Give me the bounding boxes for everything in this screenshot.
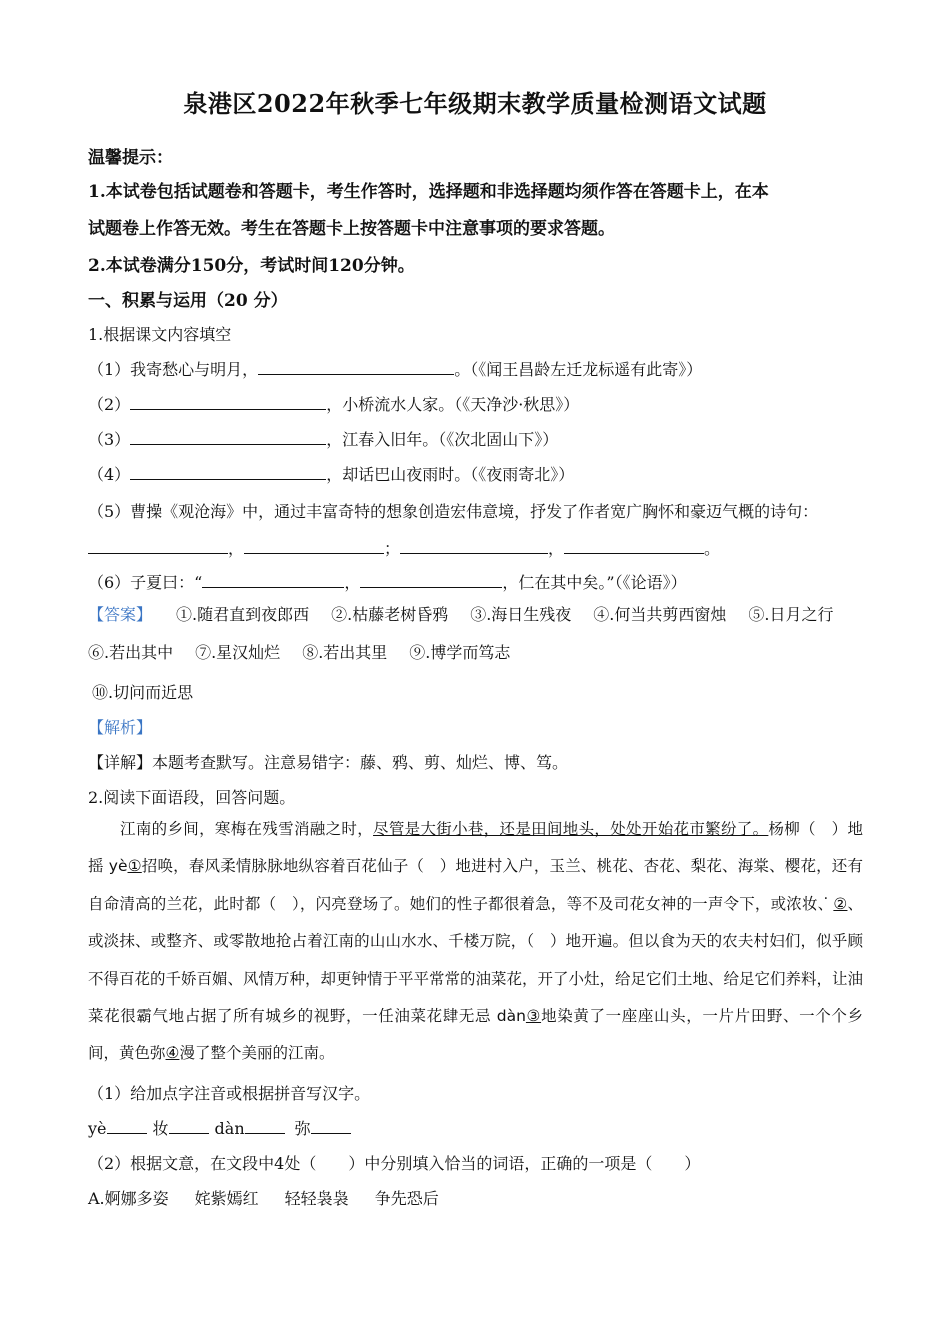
section-heading: 一、积累与运用（20 分） — [88, 291, 288, 311]
blank-dan[interactable] — [245, 1118, 285, 1134]
marker-2: ② — [833, 894, 848, 913]
answer-4: ④.何当共剪西窗烛 — [593, 605, 727, 624]
answer-blank-5[interactable] — [88, 538, 228, 554]
sep-1: ， — [228, 539, 245, 558]
tips-line-3: 2.本试卷满分150分，考试时间120分钟。 — [88, 256, 415, 276]
answer-1: ①.随君直到夜郎西 — [176, 605, 310, 624]
q1-item-2-post: ，小桥流水人家。（《天净沙·秋思》） — [326, 395, 580, 414]
page-title: 泉港区2022年秋季七年级期末教学质量检测语文试题 — [183, 89, 767, 118]
tips-heading: 温馨提示： — [88, 148, 173, 168]
q1-item-3-post: ，江春入旧年。（《次北固山下》） — [326, 430, 559, 449]
detail-text: 【详解】本题考查默写。注意易错字：藤、鸦、剪、灿烂、博、笃。 — [88, 753, 569, 772]
passage-part-c: 杨柳（ ）地摇 yè — [88, 820, 863, 876]
answer-5: ⑤.日月之行 — [748, 605, 834, 624]
option-a-word-2: 姹紫嫣红 — [194, 1189, 259, 1208]
option-a-word-3: 轻轻袅袅 — [284, 1189, 349, 1208]
passage-part-a: 江南的乡间，寒梅在残雪消融之时， — [120, 820, 374, 838]
answer-label: 【答案】 — [88, 605, 153, 624]
answer-8: ⑧.若出其里 — [302, 643, 388, 662]
q1-item-4-pre: （4） — [88, 465, 131, 484]
answer-blank-3[interactable] — [130, 429, 326, 445]
passage-part-d: 招唤，春风柔情脉脉地纵容着百花仙子（ ）地进村入户，玉兰、桃花、杏花、梨花、海棠、樱花，还有自命清高的兰花，此时都（ ），闪亮登场了。她们的性子都很着急，等不及司花女神的一声令下，或浓 — [88, 857, 863, 913]
answer-blank-9[interactable] — [202, 572, 344, 588]
answer-7: ⑦.星汉灿烂 — [195, 643, 281, 662]
q2-sub-1-blanks — [88, 1116, 351, 1139]
option-a-word-1: 婀娜多姿 — [104, 1189, 169, 1208]
q2-sub-2: （2）根据文意，在文段中4处（ ）中分别填入恰当的词语，正确的一项是（ ） — [88, 1154, 701, 1173]
q1-item-6-post: ，仁在其中矣。”（《论语》） — [502, 573, 687, 592]
sep-end: 。 — [704, 539, 721, 558]
answer-blank-7[interactable] — [400, 538, 548, 554]
blank-zhuang[interactable] — [169, 1118, 209, 1134]
q2-sub-1: （1）给加点字注音或根据拼音写汉字。 — [88, 1084, 371, 1103]
marker-1: ① — [127, 857, 142, 876]
q1-stem: 1.根据课文内容填空 — [88, 325, 232, 344]
q1-item-5: （5）曹操《观沧海》中，通过丰富奇特的想象创造宏伟意境，抒发了作者宽广胸怀和豪迈气概的诗句： — [88, 502, 819, 521]
q1-item-1 — [88, 357, 702, 380]
analysis-label: 【解析】 — [88, 718, 153, 737]
q1-item-6 — [88, 570, 687, 593]
answer-block — [88, 596, 868, 672]
passage-part-e: 、 — [817, 894, 834, 913]
answer-blank-10[interactable] — [360, 572, 502, 588]
answer-10: ⑩.切问而近思 — [92, 683, 194, 702]
blank-ye[interactable] — [107, 1118, 147, 1134]
q1-item-1-pre: （1）我寄愁心与明月， — [88, 360, 259, 379]
option-a-word-4: 争先恐后 — [374, 1189, 439, 1208]
sep-3: ， — [548, 539, 565, 558]
q1-item-6-pre: （6）子夏曰：“ — [88, 573, 203, 592]
answer-blank-4[interactable] — [130, 464, 326, 480]
blank-mi[interactable] — [311, 1118, 351, 1134]
answer-3: ③.海日生残夜 — [470, 605, 572, 624]
dotted-char-zhuang: · 妆 — [802, 895, 818, 913]
q2-stem: 2.阅读下面语段，回答问题。 — [88, 788, 296, 807]
sep-2: ； — [384, 539, 401, 558]
answer-blank-2[interactable] — [130, 394, 326, 410]
answer-6: ⑥.若出其中 — [88, 643, 174, 662]
q1-item-1-post: 。（《闻王昌龄左迁龙标遥有此寄》） — [454, 360, 703, 379]
label-mi: 弥 — [294, 1119, 311, 1138]
q1-item-2 — [88, 392, 579, 415]
q1-item-4 — [88, 462, 574, 485]
answer-blank-8[interactable] — [564, 538, 704, 554]
label-zhuang: 妆 — [152, 1119, 169, 1138]
passage-part-h: 地染黄了一座座山头，一片片田野、一个个乡间，黄色 — [88, 1007, 863, 1063]
q1-item-3 — [88, 427, 558, 450]
q1-item-4-post: ，却话巴山夜雨时。（《夜雨寄北》） — [326, 465, 575, 484]
reading-passage — [88, 811, 863, 1073]
dotted-char-mi: · 弥 — [150, 1044, 166, 1062]
answer-9: ⑨.博学而笃志 — [409, 643, 511, 662]
passage-part-f: 、或淡抹、或整齐、或零散地抢占着江南的山山水水、千楼万院，（ ）地开遍。但以食为天的农夫村妇们，似乎顾不得百花的千娇百媚、风情万种，却更钟情于平平常常的油菜花，开了小灶，给足它们土地、给足它们养料，让油菜花很霸气地占据了所有城乡的视野，一任油菜花肆无忌 dàn — [88, 894, 864, 1026]
passage-part-j: 漫了整个美丽的江南。 — [179, 1044, 335, 1063]
q1-item-5-blanks — [88, 536, 720, 559]
answer-2: ②.枯藤老树昏鸦 — [331, 605, 449, 624]
q1-item-6-mid: ， — [344, 573, 361, 592]
marker-4: ④ — [165, 1044, 180, 1063]
answer-blank-6[interactable] — [244, 538, 384, 554]
label-dan: dàn — [214, 1119, 245, 1138]
q1-item-3-pre: （3） — [88, 430, 131, 449]
answer-blank-1[interactable] — [258, 359, 454, 375]
tips-line-2: 试题卷上作答无效。考生在答题卡上按答题卡中注意事项的要求答题。 — [88, 219, 615, 239]
underlined-sentence: 尽管是大街小巷，还是田间地头，处处开始花市繁纷了。 — [373, 820, 769, 838]
tips-line-1: 1.本试卷包括试题卷和答题卡，考生作答时，选择题和非选择题均须作答在答题卡上，在本 — [88, 182, 769, 202]
marker-3: ③ — [525, 1007, 542, 1026]
label-ye: yè — [88, 1119, 107, 1138]
option-a-label: A. — [88, 1189, 105, 1208]
q1-item-2-pre: （2） — [88, 395, 131, 414]
option-a[interactable] — [88, 1186, 439, 1209]
